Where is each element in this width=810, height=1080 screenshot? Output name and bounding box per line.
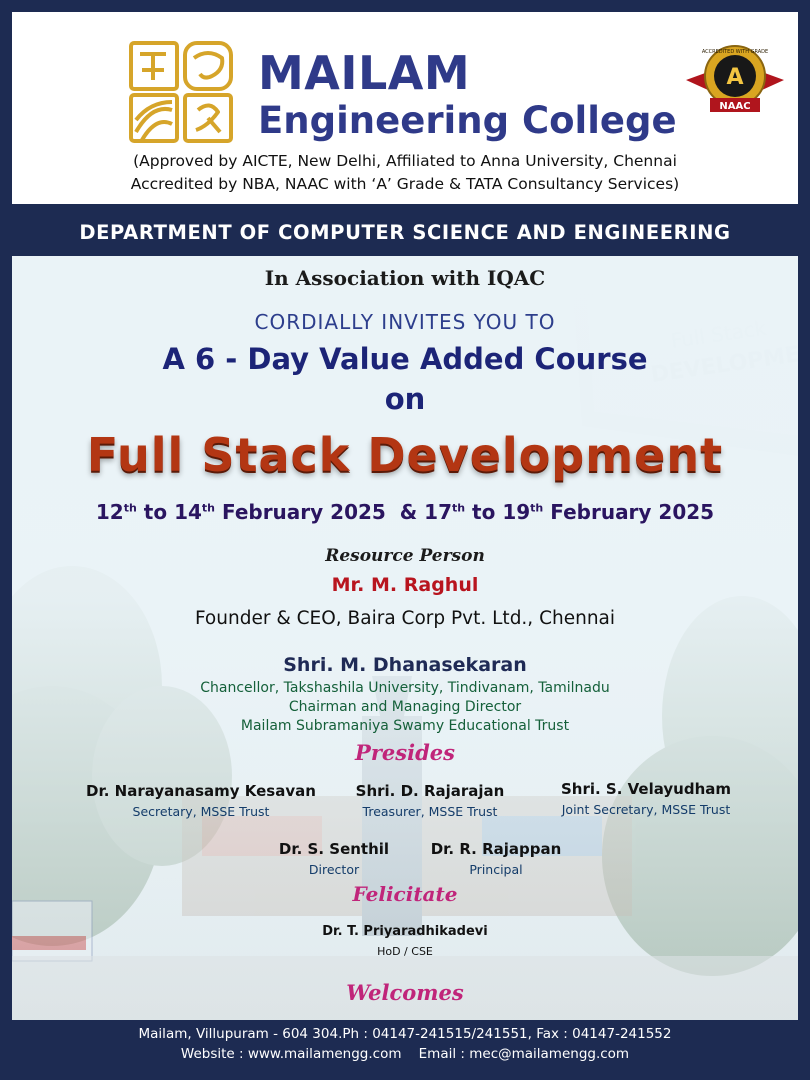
official-name: Dr. S. Senthil bbox=[278, 840, 390, 858]
on-text: on bbox=[384, 382, 426, 416]
footer-address: Mailam, Villupuram - 604 304.Ph : 04147-241515/241551, Fax : 04147-241552 bbox=[138, 1026, 672, 1042]
header-panel bbox=[12, 12, 798, 204]
department-banner: DEPARTMENT OF COMPUTER SCIENCE AND ENGINEERING bbox=[79, 221, 731, 244]
naac-seal-icon bbox=[680, 40, 790, 118]
poster-body bbox=[12, 256, 798, 1020]
event-dates: 12th to 14th February 2025 & 17th to 19th February 2025 bbox=[95, 500, 715, 524]
official-role: Joint Secretary, MSSE Trust bbox=[561, 802, 731, 817]
official-card bbox=[530, 780, 762, 817]
resource-person-heading: Resource Person bbox=[325, 546, 485, 566]
official-name: Dr. Narayanasamy Kesavan bbox=[86, 782, 316, 800]
footer-contact bbox=[0, 1024, 810, 1064]
approval-line1: (Approved by AICTE, New Delhi, Affiliated to Anna University, Chennai bbox=[133, 152, 677, 170]
official-role: Secretary, MSSE Trust bbox=[132, 804, 270, 819]
course-line: A 6 - Day Value Added Course bbox=[162, 342, 648, 376]
official-name: Dr. R. Rajappan bbox=[430, 840, 562, 858]
official-card bbox=[70, 782, 332, 819]
naac-label: NAAC bbox=[719, 101, 751, 112]
college-name bbox=[258, 46, 677, 142]
invite-text: CORDIALLY INVITES YOU TO bbox=[254, 310, 556, 334]
official-role: Treasurer, MSSE Trust bbox=[362, 804, 498, 819]
naac-grade: A bbox=[726, 65, 744, 90]
felicitate-heading: Felicitate bbox=[352, 882, 458, 906]
college-name-line1: MAILAM bbox=[258, 46, 471, 100]
resource-person-name: Mr. M. Raghul bbox=[331, 574, 479, 596]
naac-badge-text: ACCREDITED WITH GRADE bbox=[701, 49, 769, 55]
official-role: Director bbox=[308, 862, 360, 877]
chancellor-line1: Chancellor, Takshashila University, Tindivanam, Tamilnadu bbox=[200, 680, 610, 696]
official-card bbox=[264, 840, 404, 877]
official-role: Principal bbox=[469, 862, 523, 877]
welcomes-heading: Welcomes bbox=[346, 980, 464, 1005]
footer-web-email: Website : www.mailamengg.com Email : mec@mailamengg.com bbox=[180, 1046, 630, 1062]
presides-heading: Presides bbox=[355, 740, 455, 765]
hod-name: Dr. T. Priyaradhikadevi bbox=[322, 924, 488, 939]
approval-text bbox=[12, 150, 798, 196]
official-card bbox=[416, 840, 576, 877]
hod-card bbox=[12, 924, 798, 958]
approval-line2: Accredited by NBA, NAAC with ‘A’ Grade & TATA Consultancy Services) bbox=[130, 175, 680, 193]
association-text: In Association with IQAC bbox=[264, 266, 546, 290]
chancellor-line2: Chairman and Managing Director bbox=[288, 699, 522, 715]
college-logo-icon bbox=[128, 40, 236, 144]
official-card bbox=[340, 782, 520, 819]
hod-role: HoD / CSE bbox=[377, 945, 433, 958]
chancellor-line3: Mailam Subramaniya Swamy Educational Trust bbox=[240, 718, 570, 734]
college-name-line2: Engineering College bbox=[258, 99, 677, 142]
official-name: Shri. S. Velayudham bbox=[560, 780, 732, 798]
chancellor-name: Shri. M. Dhanasekaran bbox=[283, 654, 527, 676]
official-name: Shri. D. Rajarajan bbox=[355, 782, 505, 800]
resource-person-role: Founder & CEO, Baira Corp Pvt. Ltd., Chennai bbox=[194, 608, 616, 629]
event-title: Full Stack Development bbox=[86, 428, 724, 482]
